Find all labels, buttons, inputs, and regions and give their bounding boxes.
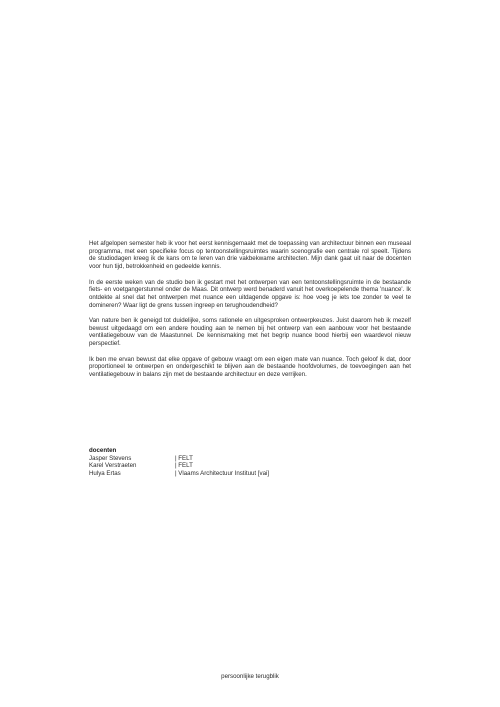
page-footer-label: persoonlijke terugblik — [221, 673, 279, 680]
reflection-text — [89, 240, 411, 386]
credits-heading: docenten — [89, 447, 117, 454]
credit-row — [89, 470, 411, 478]
credit-row — [89, 455, 411, 463]
credit-row — [89, 462, 411, 470]
credit-affiliation: | FELT — [175, 454, 193, 462]
paragraph-tunnel: In de eerste weken van de studio ben ik gestart met het ontwerpen van een tentoonstellingsruimte in de bestaande fiets- en voetgangerstunnel onder de Maas. Dit ontwerp werd benaderd vanuit het overkoepelende thema 'nuance'. Ik ontdekte al snel dat het ontwerpen met nuance een uitdagende opgave is: hoe voeg je iets toe zonder te veel te domineren? Waar ligt de grens tussen ingreep en terughoudendheid? — [89, 278, 411, 309]
paragraph-intro: Het afgelopen semester heb ik voor het eerst kennisgemaakt met de toepassing van architectuur binnen een museaal programma, met een specifieke focus op tentoonstellingsruimtes waarin scenografie een centrale rol speelt. Tijdens de studiodagen kreeg ik de kans om te leren van drie vakbekwame architecten. Mijn dank gaat uit naar de docenten voor hun tijd, betrokkenheid en gedeelde kennis. — [89, 240, 411, 271]
paragraph-conclusion: Ik ben me ervan bewust dat elke opgave of gebouw vraagt om een eigen mate van nuance. Toch geloof ik dat, door proportioneel te ontwerpen en ondergeschikt te blijven aan de bestaande hoofdvolumes, de toevoegingen aan het ventilatiegebouw in balans zijn met de bestaande architectuur en deze verrijken. — [89, 355, 411, 378]
credit-name: Karel Verstraeten — [89, 462, 137, 470]
credit-affiliation: | FELT — [175, 462, 193, 470]
credit-name: Jasper Stevens — [89, 454, 132, 462]
credit-name: Hulya Ertas — [89, 469, 121, 477]
paragraph-nature: Van nature ben ik geneigd tot duidelijke, soms rationele en uitgesproken ontwerpkeuzes. Juist daarom heb ik mezelf bewust uitgedaagd om een andere houding aan te nemen bij het ontwerp van een aanbouw voor het bestaande ventilatiegebouw van de Maastunnel. De kennismaking met het begrip nuance bood hierbij een waardevol nieuw perspectief. — [89, 317, 411, 348]
teachers-credits — [89, 447, 411, 477]
credit-affiliation: | Vlaams Architectuur Instituut [vai] — [175, 469, 270, 477]
